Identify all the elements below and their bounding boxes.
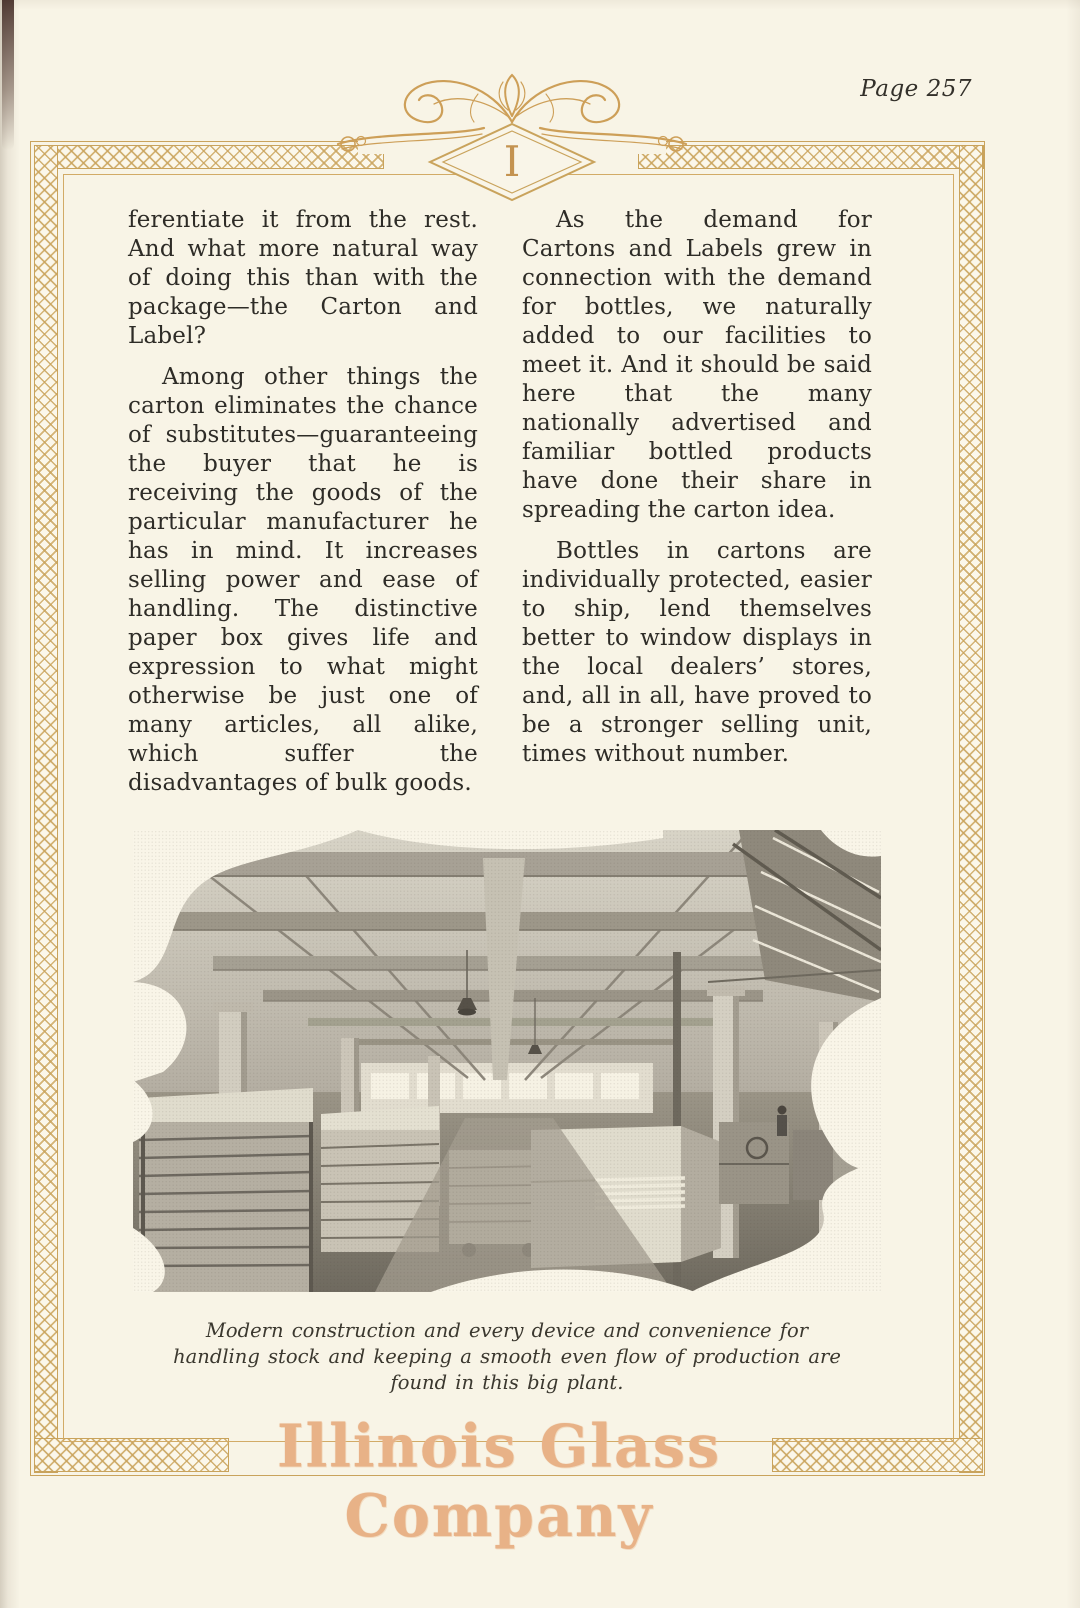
page-number: Page 257 — [860, 76, 972, 102]
factory-photo — [133, 830, 881, 1292]
paragraph: As the demand for Cartons and Labels grew in connection with the demand for bottles, we naturally added to our facilities to meet it. And it should be said here that the many nationally advertised and familiar bottled products have done their share in spreading the carton idea. — [522, 207, 872, 523]
header-ornament — [332, 70, 692, 204]
company-name: Illinois Glass Company — [276, 1411, 722, 1551]
left-column — [128, 206, 478, 810]
paragraph: Bottles in cartons are individually protected, easier to ship, lend themselves better to window displays in the local dealers’ stores, and, all in all, have proved to be a stronger selling unit, times without number. — [522, 538, 872, 767]
factory-photo-image — [133, 830, 881, 1292]
border-rope-right — [959, 145, 983, 1473]
border-rope-bottom-right — [772, 1438, 983, 1472]
paragraph: Among other things the carton eliminates the chance of substitutes—guaranteeing the buyer that he is receiving the goods of the particular manufacturer he has in mind. It increases selling power and ease of handling. The distinctive paper box gives life and expression to what might otherwise be just one of many articles, all alike, which suffer the disadvantages of bulk goods. — [128, 364, 478, 796]
article-text — [128, 206, 872, 810]
scan-edge-artifact — [2, 0, 14, 150]
border-rope-bottom-left — [34, 1438, 229, 1472]
paragraph: ferentiate it from the rest. And what more natural way of doing this than with the package—the Carton and Label? — [128, 207, 478, 349]
photo-caption: Modern construction and every device and convenience for handling stock and keeping a smooth even flow of production are found in this big plant. — [173, 1319, 841, 1394]
ornament-letter: I — [503, 137, 521, 186]
border-rope-left — [34, 145, 58, 1473]
right-column — [522, 206, 872, 810]
